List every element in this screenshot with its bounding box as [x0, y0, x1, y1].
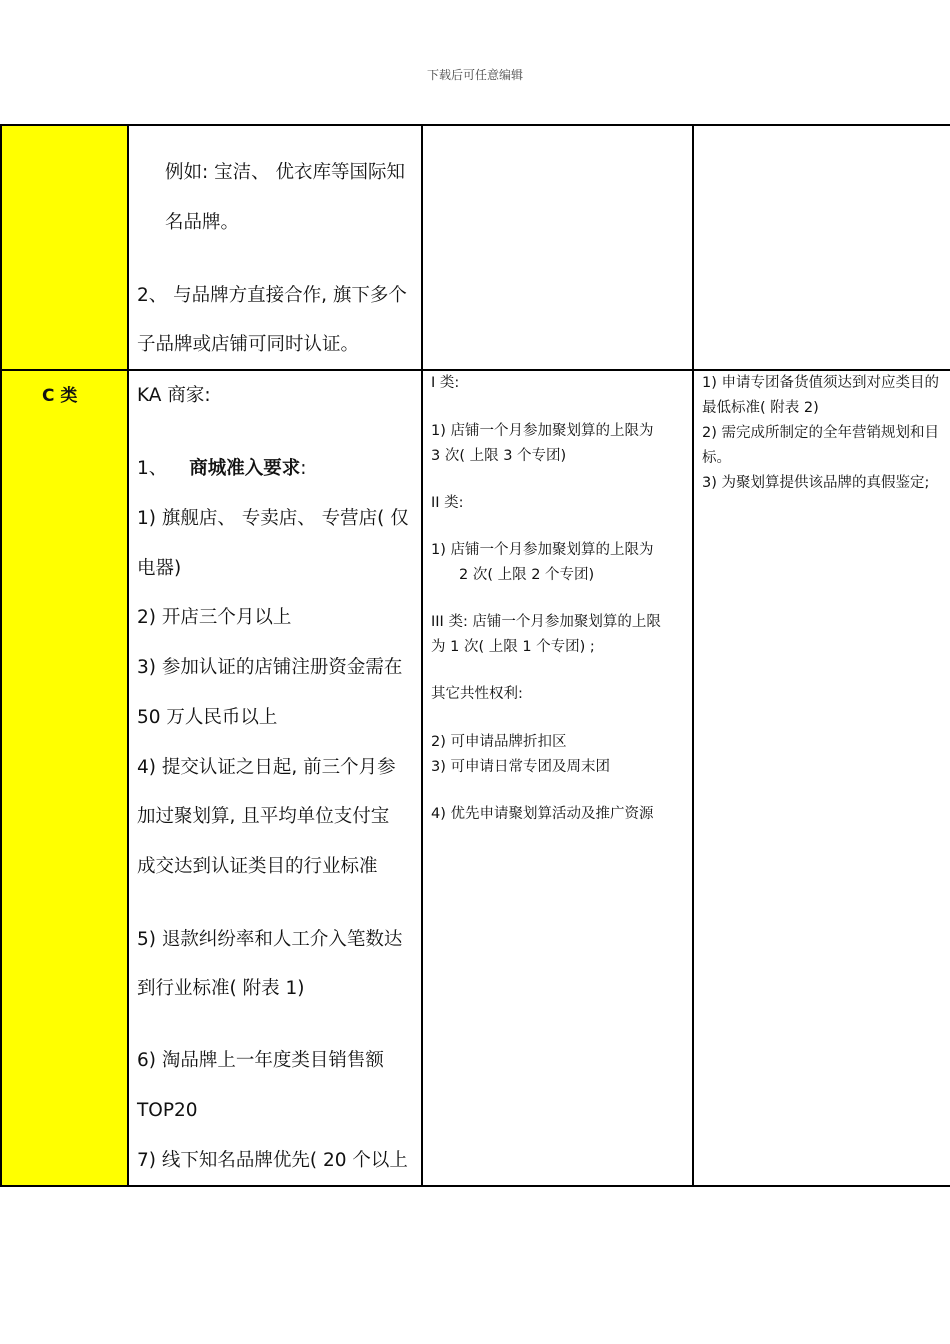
text-line: 2) 可申请品牌折扣区 [431, 734, 567, 750]
table-bottom-border [0, 1185, 950, 1187]
requirements-heading [137, 460, 307, 479]
text-line: 加过聚划算, 且平均单位支付宝 [137, 806, 390, 827]
text-line: 成交达到认证类目的行业标准 [137, 856, 378, 877]
text-line: 5) 退款纠纷率和人工介入笔数达 [137, 929, 403, 950]
text-line: 3) 参加认证的店铺注册资金需在 [137, 657, 403, 678]
text-line: 1) 旗舰店、 专卖店、 专营店( 仅 [137, 508, 409, 529]
category-label: C 类 [42, 386, 78, 406]
page-header: 下载后可任意编辑 [426, 68, 523, 82]
text-line: 到行业标准( 附表 1) [137, 978, 305, 999]
text-line: 3 次( 上限 3 个专团) [431, 448, 567, 464]
text-line: 4) 提交认证之日起, 前三个月参 [137, 757, 396, 778]
text-line: 2 次( 上限 2 个专团) [459, 567, 595, 583]
text-line: 50 万人民币以上 [137, 707, 278, 728]
text-line: 1) 店铺一个月参加聚划算的上限为 [431, 542, 654, 558]
text-line: 电器) [137, 558, 182, 579]
table-top-border [0, 124, 950, 126]
category-column-row2 [0, 370, 128, 1186]
category-column-row1 [0, 125, 128, 370]
table-left-border [0, 124, 2, 1187]
text-line: 6) 淘品牌上一年度类目销售额 [137, 1050, 384, 1071]
column-divider-1 [127, 124, 129, 1187]
text-line: 例如: 宝洁、 优衣库等国际知 [165, 162, 405, 183]
text-line: TOP20 [137, 1100, 198, 1121]
text-line: 为 1 次( 上限 1 个专团) ; [431, 639, 595, 655]
text-line: 名品牌。 [165, 212, 240, 233]
text-line: 3) 为聚划算提供该品牌的真假鉴定; [702, 475, 930, 491]
column-4-cell [694, 371, 950, 1184]
text-line: 2) 需完成所制定的全年营销规划和目 [702, 425, 939, 441]
heading-title: 商城准入要求 [189, 458, 301, 479]
text-line: 2) 开店三个月以上 [137, 607, 292, 628]
text-line: 最低标准( 附表 2) [702, 400, 819, 416]
text-line: 3) 可申请日常专团及周末团 [431, 759, 610, 775]
heading-colon: : [300, 458, 307, 479]
text-line: III 类: 店铺一个月参加聚划算的上限 [431, 614, 661, 630]
text-line: 1) 申请专团备货值须达到对应类目的 [702, 375, 939, 391]
text-line: I 类: [431, 375, 460, 391]
text-line: 其它共性权利: [431, 686, 523, 702]
column-divider-2 [421, 124, 423, 1187]
text-line: 7) 线下知名品牌优先( 20 个以上 [137, 1150, 408, 1171]
text-line: 子品牌或店铺可同时认证。 [137, 334, 360, 355]
text-line: II 类: [431, 495, 464, 511]
text-line: 2、 与品牌方直接合作, 旗下多个 [137, 285, 407, 306]
text-line: KA 商家: [137, 385, 211, 406]
heading-number: 1、 [137, 458, 168, 479]
text-line: 1) 店铺一个月参加聚划算的上限为 [431, 423, 654, 439]
text-line: 标。 [702, 450, 731, 466]
text-line: 4) 优先申请聚划算活动及推广资源 [431, 806, 654, 822]
